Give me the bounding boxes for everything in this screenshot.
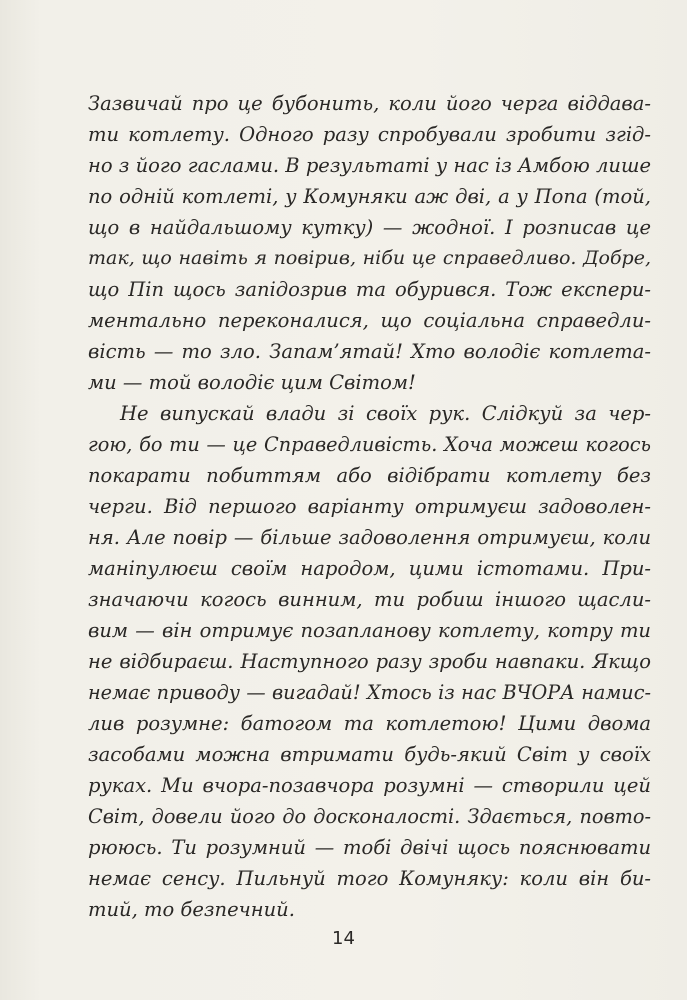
text-line: покарати побиттям або відібрати котлету без xyxy=(88,464,651,487)
text-line: ми — той володіє цим Світом! xyxy=(88,371,416,394)
paragraph-1 xyxy=(88,88,651,398)
text-line: так, що навіть я повірив, ніби це справедливо. Добре, xyxy=(88,247,651,269)
text-line: Не випускай влади зі своїх рук. Слідкуй за чер- xyxy=(120,402,651,425)
text-line: гою, бо ти — це Справедливість. Хоча можеш когось xyxy=(88,433,651,456)
text-line: по одній котлеті, у Комуняки аж дві, а у Попа (той, xyxy=(88,185,651,208)
text-line: маніпулюєш своїм народом, цими істотами. При- xyxy=(88,557,651,580)
text-line: вим — він отримує позапланову котлету, котру ти xyxy=(88,619,651,642)
page-number: 14 xyxy=(332,928,355,949)
text-line: немає приводу — вигадай! Хтось із нас ВЧОРА намис- xyxy=(88,681,651,704)
text-line: Зазвичай про це бубонить, коли його черга віддава- xyxy=(88,92,651,115)
text-line: ня. Але повір — більше задоволення отримуєш, коли xyxy=(88,526,651,549)
text-line: Світ, довели його до досконалості. Здається, повто- xyxy=(88,805,651,828)
text-line: значаючи когось винним, ти робиш іншого щасли- xyxy=(88,588,651,611)
text-line: вість — то зло. Запам’ятай! Хто володіє котлета- xyxy=(88,340,651,363)
text-line: що в найдальшому кутку) — жодної. І розписав це xyxy=(88,216,651,239)
text-line: руках. Ми вчора-позавчора розумні — створили цей xyxy=(88,774,651,797)
text-line: рююсь. Ти розумний — тобі двічі щось пояснювати xyxy=(88,836,651,859)
text-line: що Піп щось запідозрив та обурився. Тож експери- xyxy=(88,278,651,301)
paragraph-2 xyxy=(88,398,651,925)
body-text xyxy=(88,88,651,925)
text-line: засобами можна втримати будь-який Світ у своїх xyxy=(88,743,651,766)
text-line: ти котлету. Одного разу спробували зробити згід- xyxy=(88,123,651,146)
text-line: тий, то безпечний. xyxy=(88,898,295,921)
text-line: лив розумне: батогом та котлетою! Цими двома xyxy=(88,712,651,735)
text-line: черги. Від першого варіанту отримуєш задоволен- xyxy=(88,495,651,518)
text-line: немає сенсу. Пильнуй того Комуняку: коли він би- xyxy=(88,867,651,890)
text-line: ментально переконалися, що соціальна справедли- xyxy=(88,309,651,332)
text-line: не відбираєш. Наступного разу зроби навпаки. Якщо xyxy=(88,650,651,673)
text-line: но з його гаслами. В результаті у нас із Амбою лише xyxy=(88,154,651,177)
